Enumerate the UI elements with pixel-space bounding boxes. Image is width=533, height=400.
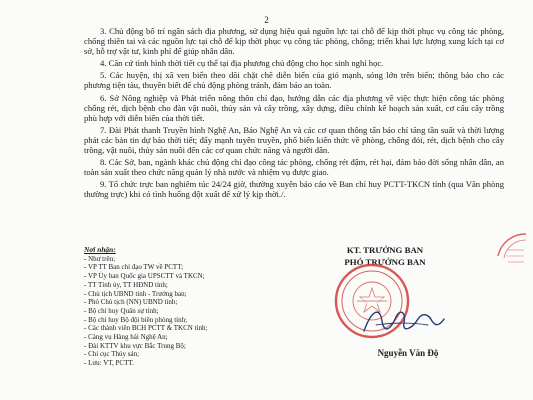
recipient-item: - VP Ủy ban Quốc gia UPSCTT và TKCN; <box>84 272 205 281</box>
paragraph-5: 5. Các huyện, thị xã ven biển theo dõi chặt chẽ diễn biến của gió mạnh, sóng lớn trên biển; thông báo cho các phương tiện tàu, thuyền biết để chủ động phòng tránh, đảm bảo an toàn. <box>84 70 504 91</box>
signer-name: Nguyễn Văn Độ <box>377 348 439 358</box>
recipients-list <box>84 246 274 368</box>
handwritten-signature-icon <box>358 301 448 341</box>
signature-line-1: KT. TRƯỞNG BAN <box>346 245 424 255</box>
recipient-item: - Đài KTTV khu vực Bắc Trung Bộ; <box>84 341 186 350</box>
recipient-item: - TT Tỉnh ủy, TT HĐND tỉnh; <box>84 280 168 289</box>
paragraph-7: 7. Đài Phát thanh Truyền hình Nghệ An, Báo Nghệ An và các cơ quan thông tấn báo chí tăng tần suất và thời lượng phát các bản tin dự báo thời tiết; đẩy mạnh tuyên truyền, phổ biến kiến thức về phòng, chống đói, rét, dịch bệnh cho cây trồng, vật nuôi, thủy sản nuôi đến các cơ quan chức năng và người dân. <box>84 124 504 155</box>
recipient-item: - Các thành viên BCH PCTT & TKCN tỉnh; <box>84 324 208 333</box>
recipient-item: - Như trên; <box>84 254 116 263</box>
paragraph-4: 4. Căn cứ tình hình thời tiết cụ thể tại địa phương chủ động cho học sinh nghỉ học. <box>100 58 384 69</box>
paragraph-6: 6. Sở Nông nghiệp và Phát triển nông thôn chỉ đạo, hướng dẫn các địa phương về việc thực hiện công tác phòng chống rét, dịch bệnh cho đàn vật nuôi, thủy sản và cây trồng, xây dựng, điều chỉnh kế hoạch sản xuất, cơ cấu cây trồng phù hợp với diễn biến của thời tiết. <box>84 92 504 123</box>
paragraph-8: 8. Các Sở, ban, ngành khác chủ động chỉ đạo công tác phòng, chống rét đậm, rét hại, đảm bảo đời sống nhân dân, an toàn sản xuất theo chức năng quản lý nhà nước và nhiệm vụ được giao. <box>84 157 504 178</box>
recipient-item: - Lưu: VT, PCTT. <box>84 359 134 368</box>
recipients-items <box>84 255 274 368</box>
recipient-item: - Phó Chủ tịch (NN) UBND tỉnh; <box>84 298 178 307</box>
paragraph-3: 3. Chủ động bố trí ngân sách địa phương, sử dụng hiệu quả nguồn lực tại chỗ để kịp thời phục vụ công tác phòng, chống thiên tai và các nguồn lực tại chỗ để kịp thời phục vụ công tác phòng, chống; triển khai lực lượng xung kích tại cơ sở, hỗ trợ vật tư, kinh phí để giúp nhân dân. <box>84 26 504 57</box>
recipient-item: - Chi cục Thủy sản; <box>84 350 140 359</box>
paragraph-9: 9. Tổ chức trực ban nghiêm túc 24/24 giờ, thường xuyên báo cáo về Ban chỉ huy PCTT-TKCN tỉnh (qua Văn phòng thường trực) khi có tình huống đột xuất để xử lý kịp thời./. <box>84 179 504 200</box>
recipients-label: Nơi nhận: <box>84 245 116 254</box>
recipient-item: - Cảng vụ Hàng hải Nghệ An; <box>84 333 168 342</box>
signature-line-2: PHÓ TRƯỞNG BAN <box>344 257 426 267</box>
recipient-item: - Bộ chỉ huy Quân sự tỉnh; <box>84 306 159 315</box>
partial-seal-icon <box>494 232 528 272</box>
recipient-item: - Chủ tịch UBND tỉnh - Trưởng ban; <box>84 289 187 298</box>
document-body <box>84 26 504 201</box>
recipient-item: - Bộ chỉ huy Bộ đội biên phòng tỉnh; <box>84 315 188 324</box>
page-number: 2 <box>264 15 269 25</box>
recipient-item: - VP TT Ban chỉ đạo TW về PCTT; <box>84 263 184 272</box>
